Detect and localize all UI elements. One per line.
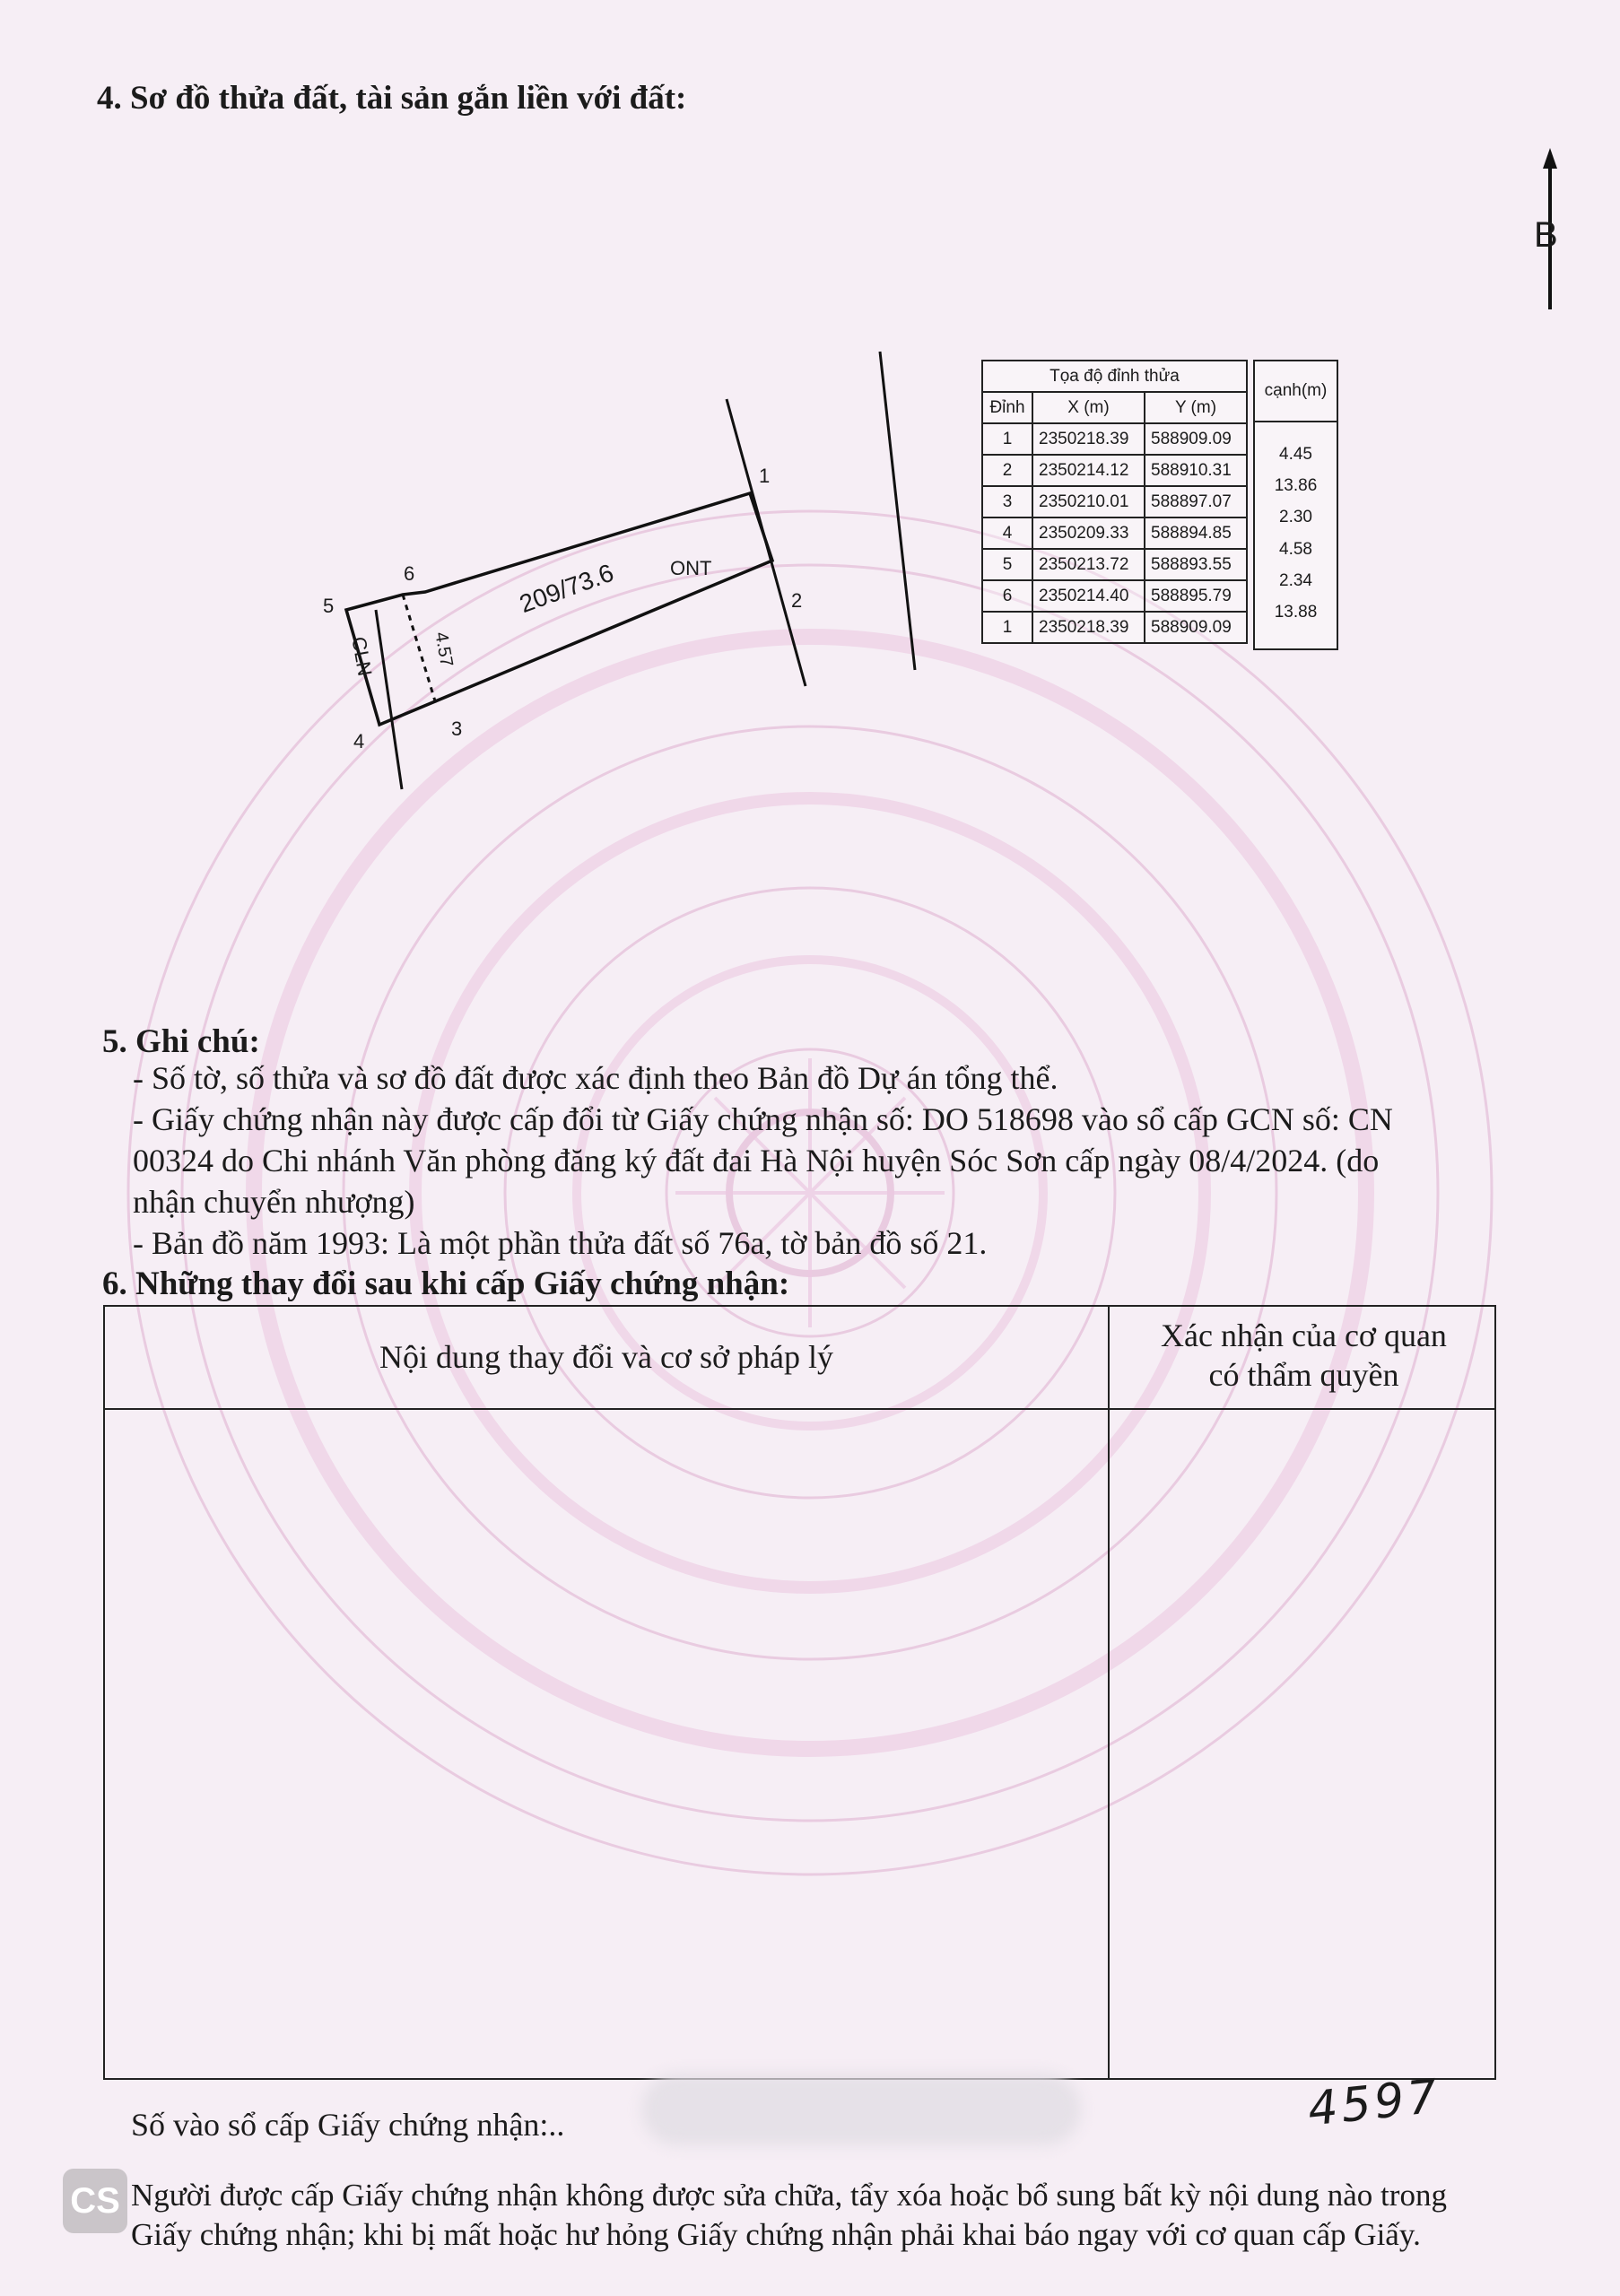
- table-row: [982, 580, 1247, 612]
- changes-col-content-header: Nội dung thay đổi và cơ sở pháp lý: [379, 1339, 833, 1375]
- x-cell: 2350218.39: [1032, 423, 1145, 455]
- edge-length: 4.45: [1279, 445, 1312, 464]
- vertex-cell: 6: [982, 580, 1032, 612]
- y-cell: 588894.85: [1145, 517, 1247, 549]
- col-vertex-header: Đỉnh: [982, 392, 1032, 423]
- table-row: [982, 486, 1247, 517]
- changes-table: [103, 1305, 1496, 2080]
- note-line: - Bản đồ năm 1993: Là một phần thửa đất số 76a, tờ bản đồ số 21.: [133, 1225, 988, 1261]
- y-cell: 588895.79: [1145, 580, 1247, 612]
- edge-length: 13.88: [1274, 603, 1318, 622]
- table-row: [982, 612, 1247, 643]
- confirm-header-line1: Xác nhận của cơ quan: [1161, 1318, 1447, 1353]
- confirm-header-line2: có thẩm quyền: [1208, 1357, 1399, 1393]
- y-cell: 588910.31: [1145, 455, 1247, 486]
- north-label: B: [1534, 215, 1558, 255]
- col-edge-header: cạnh(m): [1255, 361, 1337, 422]
- changes-col-confirm-header: [1110, 1316, 1498, 1395]
- note-line: 00324 do Chi nhánh Văn phòng đăng ký đất đai Hà Nội huyện Sóc Sơn cấp ngày 08/4/2024. (do: [133, 1143, 1380, 1178]
- vertex-cell: 3: [982, 486, 1032, 517]
- table-row: [982, 423, 1247, 455]
- vertex-label-1: 1: [759, 465, 771, 487]
- edge-length: 2.30: [1279, 508, 1312, 526]
- edge-length: 2.34: [1279, 571, 1312, 590]
- coord-table-title: Tọa độ đỉnh thửa: [982, 361, 1247, 392]
- register-number-label: Số vào sổ cấp Giấy chứng nhận:..: [131, 2107, 565, 2143]
- note-line: nhận chuyển nhượng): [133, 1184, 415, 1220]
- x-cell: 2350209.33: [1032, 517, 1145, 549]
- parcel-sketch: [296, 341, 960, 807]
- table-row: [982, 455, 1247, 486]
- y-cell: 588909.09: [1145, 423, 1247, 455]
- edge-length-column: [1253, 360, 1338, 650]
- table-row: [982, 517, 1247, 549]
- vertex-cell: 1: [982, 423, 1032, 455]
- y-cell: 588893.55: [1145, 549, 1247, 580]
- section4-title: 4. Sơ đồ thửa đất, tài sản gắn liền với đất:: [97, 80, 687, 117]
- warning-line-1: Người được cấp Giấy chứng nhận không được sửa chữa, tẩy xóa hoặc bổ sung bất kỳ nội dung nào trong: [131, 2178, 1447, 2213]
- section6-title: 6. Những thay đổi sau khi cấp Giấy chứng nhận:: [102, 1265, 790, 1302]
- edge-width-label: 4.57: [431, 631, 457, 669]
- vertex-cell: 5: [982, 549, 1032, 580]
- x-cell: 2350213.72: [1032, 549, 1145, 580]
- x-cell: 2350210.01: [1032, 486, 1145, 517]
- changes-confirm-cell: [1110, 1410, 1496, 2078]
- land-type-ont: ONT: [670, 557, 712, 579]
- note-line: - Số tờ, số thửa và sơ đồ đất được xác định theo Bản đồ Dự án tổng thể.: [133, 1060, 1058, 1096]
- vertex-label-4: 4: [353, 730, 365, 752]
- changes-content-cell: [105, 1410, 1108, 2078]
- col-y-header: Y (m): [1145, 392, 1247, 423]
- vertex-cell: 2: [982, 455, 1032, 486]
- col-x-header: X (m): [1032, 392, 1145, 423]
- section5-title: 5. Ghi chú:: [102, 1023, 260, 1060]
- vertex-label-2: 2: [791, 589, 803, 612]
- y-cell: 588909.09: [1145, 612, 1247, 643]
- note-line: - Giấy chứng nhận này được cấp đổi từ Giấy chứng nhận số: DO 518698 vào sổ cấp GCN số: CN: [133, 1101, 1393, 1137]
- edge-length: 4.58: [1279, 540, 1312, 559]
- table-row: [982, 549, 1247, 580]
- vertex-coordinate-table: [981, 360, 1248, 644]
- warning-line-2: Giấy chứng nhận; khi bị mất hoặc hư hỏng Giấy chứng nhận phải khai báo ngay với cơ quan cấp Giấy.: [131, 2217, 1421, 2252]
- vertex-cell: 1: [982, 612, 1032, 643]
- edge-length: 13.86: [1274, 476, 1318, 495]
- vertex-label-5: 5: [323, 595, 335, 617]
- parcel-number-area: 209/73.6: [516, 558, 618, 619]
- land-type-cln: CLN: [347, 635, 377, 678]
- camscanner-watermark-logo: CS: [63, 2169, 127, 2233]
- y-cell: 588897.07: [1145, 486, 1247, 517]
- x-cell: 2350214.12: [1032, 455, 1145, 486]
- x-cell: 2350214.40: [1032, 580, 1145, 612]
- vertex-label-3: 3: [451, 718, 463, 740]
- vertex-cell: 4: [982, 517, 1032, 549]
- handwritten-number: 4597: [1305, 2069, 1444, 2137]
- vertex-label-6: 6: [404, 562, 415, 585]
- redacted-register-number: [641, 2074, 1081, 2145]
- x-cell: 2350218.39: [1032, 612, 1145, 643]
